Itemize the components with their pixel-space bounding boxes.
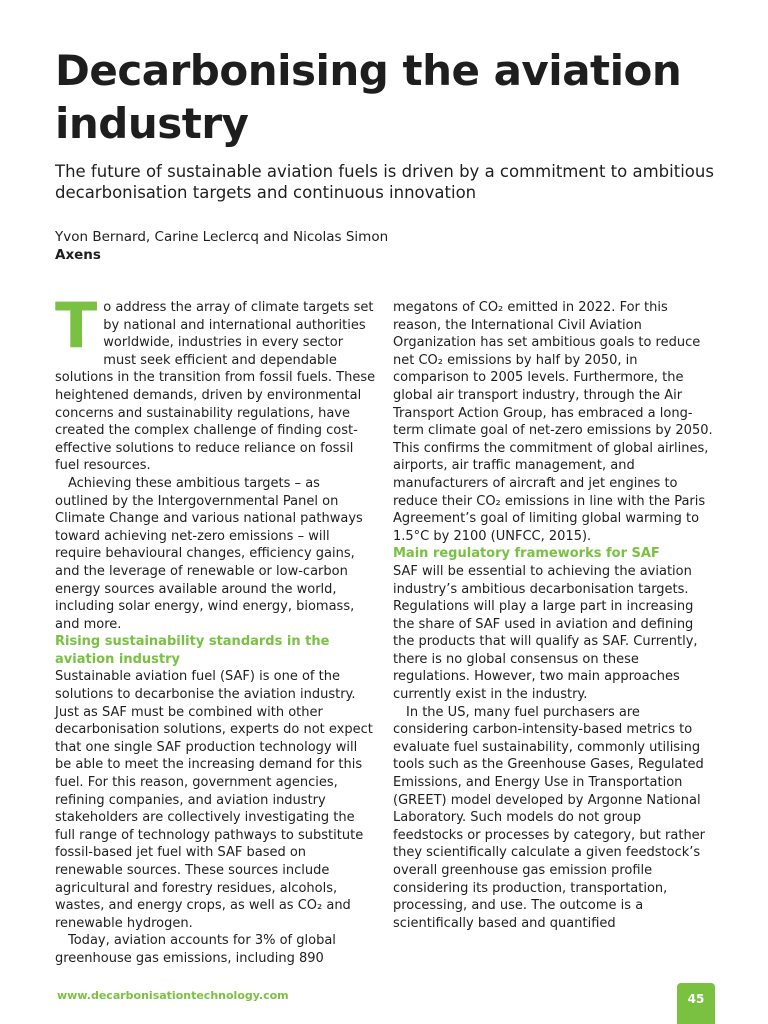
paragraph: megatons of CO₂ emitted in 2022. For this reason, the International Civil Aviation Organization has set ambitious goals to reduce net CO₂ emissions by half by 2050, in comparison to 2005 levels. Furthermore, the global air transport industry, through the Air Transport Action Group, has embraced a long-term climate goal of net-zero emissions by 2050. This confirms the commitment of global airlines, airports, air traffic management, and manufacturers of aircraft and jet engines to reduce their CO₂ emissions in line with the Paris Agreement’s goal of limiting global warming to 1.5°C by 2100 (UNFCC, 2015). — [393, 300, 713, 544]
author-affiliation: Axens — [55, 247, 101, 263]
footer-website-link[interactable]: www.decarbonisationtechnology.com — [57, 989, 289, 1002]
section-heading: Main regulatory frameworks for SAF — [393, 546, 660, 562]
page-number-badge: 45 — [677, 983, 715, 1024]
article-title: Decarbonising the aviation industry — [55, 46, 682, 148]
paragraph-intro — [55, 289, 377, 475]
paragraph: SAF will be essential to achieving the aviation industry’s ambitious decarbonisation targets. Regulations will play a large part in increasing the share of SAF used in aviation and defining the products that will qualify as SAF. Currently, there is no global consensus on these regulations. However, two main approaches currently exist in the industry. — [393, 563, 698, 703]
column-left — [55, 289, 377, 968]
paragraph: In the US, many fuel purchasers are considering carbon-intensity-based metrics to evaluate fuel sustainability, commonly utilising tools such as the Greenhouse Gases, Regulated Emissions, and Energy Use in Transportation (GREET) model developed by Argonne National Laboratory. Such models do not group feedstocks or processes by category, but rather they scientifically calculate a given feedstock’s overall greenhouse gas emission profile considering its production, transportation, processing, and use. The outcome is a scientifically based and quantified — [393, 704, 706, 931]
paragraph: Sustainable aviation fuel (SAF) is one of the solutions to decarbonise the aviation industry. Just as SAF must be combined with other decarbonisation solutions, experts do not expect that one single SAF production technology will be able to meet the increasing demand for this fuel. For this reason, government agencies, refining companies, and aviation industry stakeholders are collectively investigating the full range of technology pathways to substitute fossil-based jet fuel with SAF based on renewable sources. These sources include agricultural and forestry residues, alcohols, wastes, and energy crops, as well as CO₂ and renewable hydrogen. — [55, 669, 373, 931]
author-names: Yvon Bernard, Carine Leclercq and Nicolas Simon — [55, 229, 389, 245]
column-right — [393, 299, 715, 932]
section-heading: Rising sustainability standards in the aviation industry — [55, 634, 330, 667]
paragraph: Achieving these ambitious targets – as outlined by the Intergovernmental Panel on Climate Change and various national pathways toward achieving net-zero emissions – will require behavioural changes, efficiency gains, and the leverage of renewable or low-carbon energy sources available around the world, including solar energy, wind energy, biomass, and more. — [55, 475, 363, 632]
byline — [55, 228, 735, 264]
article-subtitle: The future of sustainable aviation fuels is driven by a commitment to ambitious decarbonisation targets and continuous innovation — [55, 162, 714, 202]
paragraph-intro-text: o address the array of climate targets set by national and international authorities worldwide, industries in every sector must seek efficient and dependable solutions in the transition from fossil fuels. These heightened demands, driven by environmental concerns and sustainability regulations, have created the complex challenge of finding cost-effective solutions to reduce reliance on fossil fuel resources. — [55, 300, 376, 474]
drop-cap: T — [55, 289, 98, 362]
paragraph: Today, aviation accounts for 3% of global greenhouse gas emissions, including 890 — [55, 933, 336, 966]
